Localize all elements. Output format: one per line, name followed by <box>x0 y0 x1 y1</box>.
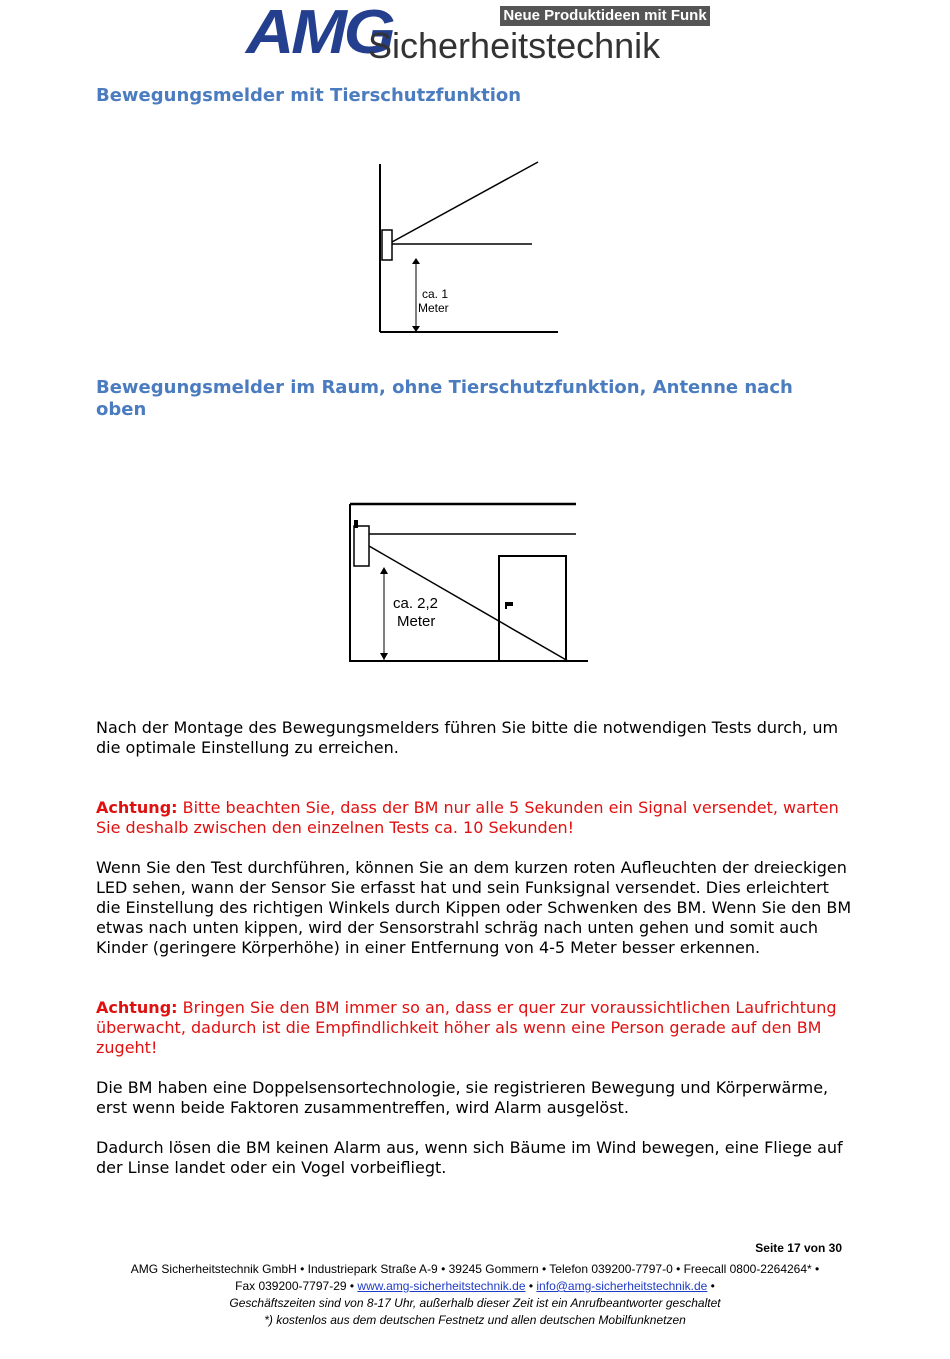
height-label-line1: ca. 1 <box>422 287 449 301</box>
door-shape <box>499 556 566 661</box>
footer-freecall-note: *) kostenlos aus dem deutschen Festnetz und allen deutschen Mobilfunknetzen <box>264 1313 686 1327</box>
paragraph-false-alarm: Dadurch lösen die BM keinen Alarm aus, wenn sich Bäume im Wind bewegen, eine Fliege auf der Linse landet oder ein Vogel vorbeifliegt. <box>96 1138 843 1177</box>
paragraph-montage-tests: Nach der Montage des Bewegungsmelders führen Sie bitte die notwendigen Tests durch, um die optimale Einstellung zu erreichen. <box>96 718 839 757</box>
arrow-up <box>412 258 420 264</box>
diagram-room-without-pet-protection <box>344 498 592 664</box>
paragraph-led-test: Wenn Sie den Test durchführen, können Sie an dem kurzen roten Aufleuchten der dreieckigen LED sehen, wann der Sensor Sie erfasst hat und sein Funksignal versendet. Dies erleichtert die Einstellung des richtigen Winkels durch Kippen oder Schwenken des BM. Wenn Sie den BM etwas nach unten kippen, wird der Sensorstrahl schräg nach unten gehen und somit auch Kinder (geringere Körperhöhe) in einer Entfernung von 4-5 Meter besser erkennen. <box>96 858 852 957</box>
footer-separator-end: • <box>710 1279 715 1293</box>
motion-sensor-shape <box>354 526 369 566</box>
footer-fax: Fax 039200-7797-29 • <box>235 1279 355 1293</box>
footer-separator: • <box>528 1279 534 1293</box>
height-label-line1: ca. 2,2 <box>393 595 439 612</box>
website-link[interactable]: www.amg-sicherheitstechnik.de <box>357 1279 526 1293</box>
door-handle-stem <box>505 602 507 609</box>
paragraph-warning-orientation <box>96 998 856 1058</box>
sensor-beam-upper <box>392 162 538 242</box>
footer-contact <box>0 1278 950 1295</box>
warning-label: Achtung: <box>96 798 178 817</box>
section-title-tierschutz: Bewegungsmelder mit Tierschutzfunktion <box>96 85 522 106</box>
antenna-shape <box>354 520 358 528</box>
warning-text: Bitte beachten Sie, dass der BM nur alle 5 Sekunden ein Signal versendet, warten Sie deshalb zwischen den einzelnen Tests ca. 10 Sekunden! <box>96 798 839 837</box>
email-link[interactable]: info@amg-sicherheitstechnik.de <box>536 1279 708 1293</box>
height-label-line2: Meter <box>418 301 449 315</box>
logo-tagline: Neue Produktideen mit Funk <box>500 6 710 26</box>
warning-text: Bringen Sie den BM immer so an, dass er quer zur voraussichtlichen Laufrichtung überwacht, dadurch ist die Empfindlichkeit höher als wenn eine Person gerade auf den BM zugeht! <box>96 998 837 1057</box>
company-logo <box>246 0 716 67</box>
paragraph-dual-sensor: Die BM haben eine Doppelsensortechnologie, sie registrieren Bewegung und Körperwärme, erst wenn beide Faktoren zusammentreffen, wird Alarm ausgelöst. <box>96 1078 829 1117</box>
section-title-raum: Bewegungsmelder im Raum, ohne Tierschutzfunktion, Antenne nach oben <box>96 377 793 420</box>
page-number: Seite 17 von 30 <box>755 1241 842 1255</box>
warning-label: Achtung: <box>96 998 178 1017</box>
arrow-down <box>380 653 388 660</box>
paragraph-warning-signal-interval <box>96 798 856 838</box>
motion-sensor-shape <box>382 230 392 260</box>
diagram-with-pet-protection <box>370 160 565 335</box>
footer-address: AMG Sicherheitstechnik GmbH • Industriepark Straße A-9 • 39245 Gommern • Telefon 039200-7797-0 • Freecall 0800-2264264* • <box>130 1262 820 1276</box>
logo-amg-text: AMG <box>246 0 393 67</box>
logo-subtitle: Sicherheitstechnik <box>368 25 661 66</box>
height-label-line2: Meter <box>397 613 436 630</box>
footer-business-hours: Geschäftszeiten sind von 8-17 Uhr, außerhalb dieser Zeit ist ein Anrufbeantworter geschaltet <box>229 1296 721 1310</box>
arrow-up <box>380 567 388 574</box>
